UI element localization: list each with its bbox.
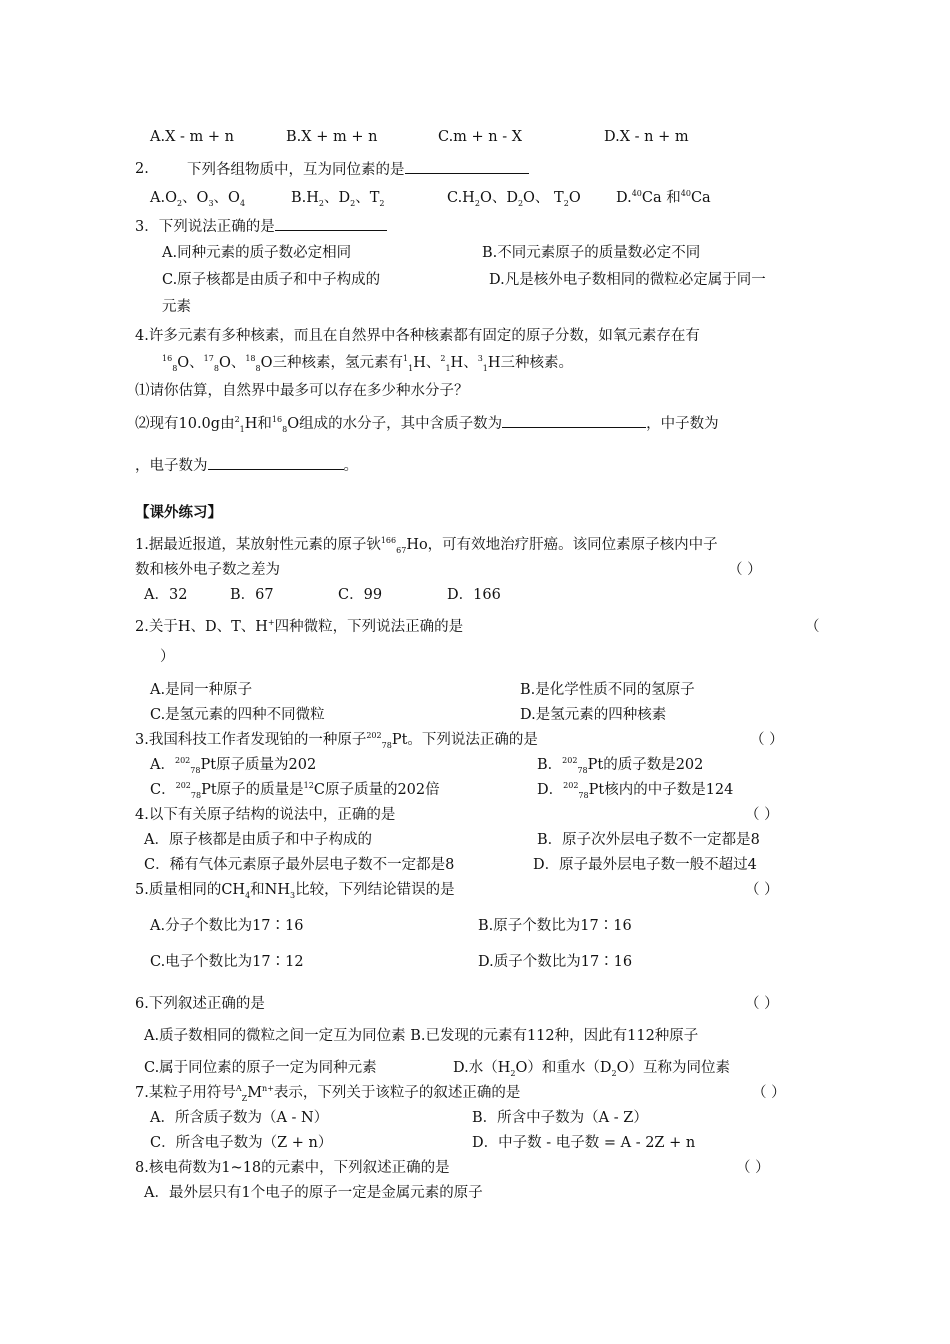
ex-q2-stem: 2.关于H、D、T、H+四种微粒，下列说法正确的是 bbox=[135, 618, 464, 635]
ex-q5-option-b: B.原子个数比为17∶16 bbox=[478, 918, 632, 934]
ex-q3-option-c: C．$^{202}_{78}$Pt原子的质量是$^{12}$C原子质量的202倍 bbox=[150, 781, 440, 800]
ex-q1-option-a: A．32 bbox=[144, 587, 188, 603]
ex-q3-option-a: A．$^{202}_{78}$Pt原子质量为202 bbox=[150, 756, 317, 775]
ex-q7-option-b: B．所含中子数为（A - Z） bbox=[472, 1110, 648, 1126]
q4-sub2: ⑵现有10.0g由$^2_1$H和$^{16}_8$O组成的水分子，其中含质子数为 ，中子数为 bbox=[135, 413, 719, 434]
q3-option-d: D.凡是核外电子数相同的微粒必定属于同一 bbox=[489, 272, 766, 288]
ex-q7-option-d: D．中子数 - 电子数 = A - 2Z + n bbox=[472, 1135, 696, 1151]
ex-q1-option-d: D．166 bbox=[447, 587, 501, 603]
ex-q1-option-b: B．67 bbox=[230, 587, 274, 603]
q1-option-d: D.X - n + m bbox=[604, 129, 689, 145]
section-title: 【课外练习】 bbox=[135, 505, 222, 521]
ex-q7-option-c: C．所含电子数为（Z + n） bbox=[150, 1135, 333, 1151]
q2-option-d: D.$^{40}$Ca 和$^{40}$Ca bbox=[616, 189, 711, 206]
ex-q2-paren-close[interactable]: ） bbox=[160, 649, 175, 665]
q1-option-a: A.X - m + n bbox=[150, 129, 234, 145]
ex-q1-option-c: C．99 bbox=[338, 587, 383, 603]
ex-q6-stem: 6.下列叙述正确的是 bbox=[135, 996, 265, 1012]
ex-q8-answer-paren[interactable]: （ ） bbox=[736, 1160, 770, 1176]
ex-q7-stem: 7.某粒子用符号$^A_ZM^{n+}$表示，下列关于该粒子的叙述正确的是 bbox=[135, 1084, 521, 1103]
q4-line2: $^{16}_8$O、$^{17}_8$O、$^{18}_8$O三种核素，氢元素有$^1_1$H、$^2_1$H、$^3_1$H三种核素。 bbox=[162, 354, 574, 373]
q2-stem: 下列各组物质中，互为同位素的是 bbox=[187, 159, 529, 180]
ex-q8-option-a: A．最外层只有1个电子的原子一定是金属元素的原子 bbox=[144, 1185, 483, 1201]
q4-sub1: ⑴请你估算，自然界中最多可以存在多少种水分子？ bbox=[135, 383, 469, 399]
ex-q4-option-d: D．原子最外层电子数一般不超过4 bbox=[533, 857, 757, 873]
ex-q3-stem: 3.我国科技工作者发现铂的一种原子$^{202}_{78}$Pt。下列说法正确的是 bbox=[135, 731, 538, 750]
ex-q5-option-d: D.质子个数比为17∶16 bbox=[478, 954, 633, 970]
ex-q1-line2: 数和核外电子数之差为 bbox=[135, 562, 280, 578]
ex-q4-option-b: B．原子次外层电子数不一定都是8 bbox=[537, 832, 760, 848]
ex-q2-option-a: A.是同一种原子 bbox=[150, 682, 253, 698]
ex-q5-stem: 5.质量相同的$CH_4$和$NH_3$比较，下列结论错误的是 bbox=[135, 882, 455, 900]
ex-q6-option-c: C.属于同位素的原子一定为同种元素 bbox=[144, 1060, 377, 1076]
q3-option-c: C.原子核都是由质子和中子构成的 bbox=[162, 272, 381, 288]
q3-stem: 3．下列说法正确的是 bbox=[135, 216, 387, 237]
q2-number: 2. bbox=[135, 161, 149, 177]
ex-q8-stem: 8.核电荷数为1~18的元素中，下列叙述正确的是 bbox=[135, 1160, 450, 1176]
ex-q2-paren-open[interactable]: （ bbox=[805, 619, 820, 635]
ex-q4-stem: 4.以下有关原子结构的说法中，正确的是 bbox=[135, 807, 396, 823]
ex-q1-line1: 1.据最近报道，某放射性元素的原子钬$^{166}_{67}$Ho，可有效地治疗肝癌。该同位素原子核内中子 bbox=[135, 536, 718, 555]
q2-option-a: $A.O_2$、$O_3$、$O_4$ bbox=[150, 190, 246, 208]
ex-q6-answer-paren[interactable]: （ ） bbox=[745, 996, 779, 1012]
q4-line1: 4.许多元素有多种核素，而且在自然界中各种核素都有固定的原子分数，如氧元素存在有 bbox=[135, 328, 700, 344]
ex-q6-option-d: D.水$(H_2O)$和重水$(D_2O)$互称为同位素 bbox=[453, 1060, 730, 1078]
ex-q4-answer-paren[interactable]: （ ） bbox=[745, 807, 779, 823]
q1-option-b: B.X + m + n bbox=[286, 129, 378, 145]
q2-option-c: $C.H_2O$、$D_2O$、 $T_2O$ bbox=[447, 190, 581, 208]
q3-option-a: A.同种元素的质子数必定相同 bbox=[162, 245, 352, 261]
q4-electron-blank[interactable] bbox=[208, 455, 344, 470]
ex-q5-option-c: C.电子个数比为17∶12 bbox=[150, 954, 304, 970]
q3-option-b: B.不同元素原子的质量数必定不同 bbox=[482, 245, 701, 261]
ex-q3-answer-paren[interactable]: （ ） bbox=[750, 732, 784, 748]
q3-option-d-cont: 元素 bbox=[162, 299, 191, 315]
q4-proton-blank[interactable] bbox=[502, 413, 646, 428]
ex-q7-option-a: A．所含质子数为（A - N） bbox=[150, 1110, 329, 1126]
ex-q5-answer-paren[interactable]: （ ） bbox=[745, 882, 779, 898]
ex-q1-answer-paren[interactable]: （ ） bbox=[728, 562, 762, 578]
q4-sub2-cont: ，电子数为 。 bbox=[135, 455, 358, 476]
ex-q5-option-a: A.分子个数比为17∶16 bbox=[150, 918, 304, 934]
ex-q2-option-c: C.是氢元素的四种不同微粒 bbox=[150, 707, 325, 723]
ex-q4-option-c: C．稀有气体元素原子最外层电子数不一定都是8 bbox=[144, 857, 455, 873]
ex-q7-answer-paren[interactable]: （ ） bbox=[752, 1085, 786, 1101]
q2-option-b: $B.H_2$、$D_2$、$T_2$ bbox=[291, 190, 385, 208]
q1-option-c: C.m + n - X bbox=[438, 129, 523, 145]
ex-q4-option-a: A．原子核都是由质子和中子构成的 bbox=[144, 832, 372, 848]
q3-answer-blank[interactable] bbox=[275, 216, 387, 231]
ex-q3-option-b: B．$^{202}_{78}$Pt的质子数是202 bbox=[537, 756, 704, 775]
q2-answer-blank[interactable] bbox=[405, 159, 529, 174]
ex-q6-options-ab: A.质子数相同的微粒之间一定互为同位素 B.已发现的元素有112种，因此有112种原子 bbox=[144, 1028, 699, 1044]
ex-q3-option-d: D．$^{202}_{78}$Pt核内的中子数是124 bbox=[537, 781, 734, 800]
ex-q2-option-d: D.是氢元素的四种核素 bbox=[520, 707, 667, 723]
ex-q2-option-b: B.是化学性质不同的氢原子 bbox=[520, 682, 695, 698]
